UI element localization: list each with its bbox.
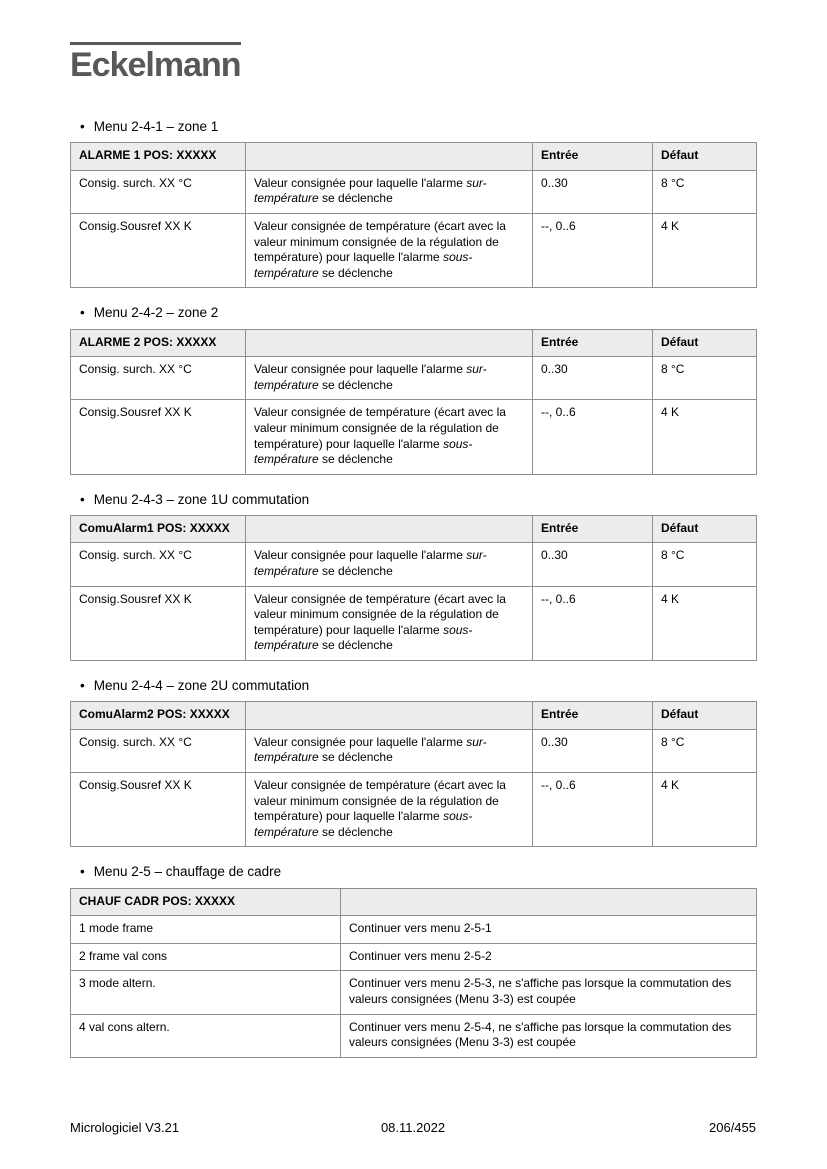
empty-header-cell xyxy=(341,888,757,916)
desc-italic: sur-température xyxy=(254,362,487,392)
desc-text: se déclenche xyxy=(318,638,393,653)
param-name-cell: Consig.Sousref XX K xyxy=(71,400,246,474)
param-name-cell: Consig.Sousref XX K xyxy=(71,213,246,287)
desc-text: se déclenche xyxy=(318,824,393,839)
empty-header-cell xyxy=(246,143,533,171)
empty-header-cell xyxy=(246,515,533,543)
table-row xyxy=(71,943,757,971)
param-desc-cell xyxy=(246,773,533,847)
desc-text: se déclenche xyxy=(318,564,393,579)
param-name-cell: Consig. surch. XX °C xyxy=(71,357,246,400)
menu-desc-cell: Continuer vers menu 2-5-3, ne s'affiche pas lorsque la commutation des valeurs consignées (Menu 3-3) est coupée xyxy=(341,971,757,1014)
desc-text: Valeur consignée pour laquelle l'alarme xyxy=(254,734,467,749)
desc-italic: sur-température xyxy=(254,734,487,765)
footer-page-number: 206/455 xyxy=(709,1120,756,1135)
defaut-cell: 4 K xyxy=(653,213,757,287)
logo-line xyxy=(70,42,241,45)
menu-desc-cell: Continuer vers menu 2-5-4, ne s'affiche pas lorsque la commutation des valeurs consignées (Menu 3-3) est coupée xyxy=(341,1014,757,1057)
desc-text: se déclenche xyxy=(318,377,393,392)
defaut-header-cell: Défaut xyxy=(653,329,757,357)
alarm-table-2 xyxy=(70,329,757,475)
desc-text: se déclenche xyxy=(318,452,393,467)
section-menu-2-4-3 xyxy=(70,492,756,661)
entree-header-cell: Entrée xyxy=(533,329,653,357)
footer-firmware-version: Micrologiciel V3.21 xyxy=(70,1120,180,1135)
table-row xyxy=(71,543,757,586)
entree-header-cell: Entrée xyxy=(533,702,653,730)
desc-text: Valeur consignée de température (écart avec la valeur minimum consignée de la régulation de température) pour laquelle l'alarme xyxy=(254,405,506,451)
entree-cell: 0..30 xyxy=(533,729,653,772)
table-row xyxy=(71,357,757,400)
entree-cell: --, 0..6 xyxy=(533,773,653,847)
defaut-cell: 8 °C xyxy=(653,729,757,772)
desc-italic: sur-température xyxy=(254,548,487,579)
menu-desc-cell: Continuer vers menu 2-5-1 xyxy=(341,916,757,944)
menu-2-5-table xyxy=(70,888,757,1058)
table-header-row xyxy=(71,329,757,357)
table-header-row xyxy=(71,888,757,916)
logo-text: Eckelmann xyxy=(70,46,241,84)
empty-header-cell xyxy=(246,702,533,730)
section-menu-2-4-2 xyxy=(70,305,756,474)
desc-italic: sur-température xyxy=(254,175,487,206)
table-title-cell: ALARME 1 POS: XXXXX xyxy=(71,143,246,171)
defaut-cell: 4 K xyxy=(653,400,757,474)
desc-text: Valeur consignée pour laquelle l'alarme xyxy=(254,362,467,377)
table-header-row xyxy=(71,515,757,543)
entree-cell: --, 0..6 xyxy=(533,586,653,660)
footer-date: 08.11.2022 xyxy=(380,1120,446,1135)
table-title-cell: CHAUF CADR POS: XXXXX xyxy=(71,888,341,916)
section-title: • Menu 2-4-1 – zone 1 xyxy=(80,119,756,135)
menu-item-cell: 1 mode frame xyxy=(71,916,341,944)
defaut-header-cell: Défaut xyxy=(653,143,757,171)
table-title-cell: ComuAlarm1 POS: XXXXX xyxy=(71,515,246,543)
desc-text: se déclenche xyxy=(318,750,393,765)
section-menu-2-5 xyxy=(70,864,756,1057)
desc-text: se déclenche xyxy=(318,265,393,280)
page-content xyxy=(70,42,756,1058)
table-row xyxy=(71,773,757,847)
param-desc-cell xyxy=(246,543,533,586)
table-title-cell: ComuAlarm2 POS: XXXXX xyxy=(71,702,246,730)
section-title: • Menu 2-4-4 – zone 2U commutation xyxy=(80,678,756,694)
param-desc-cell xyxy=(246,213,533,287)
table-row xyxy=(71,586,757,660)
table-row xyxy=(71,971,757,1014)
defaut-cell: 8 °C xyxy=(653,170,757,213)
section-title: • Menu 2-5 – chauffage de cadre xyxy=(80,864,756,880)
section-menu-2-4-4 xyxy=(70,678,756,847)
table-row xyxy=(71,729,757,772)
section-menu-2-4-1 xyxy=(70,119,756,288)
section-title: • Menu 2-4-3 – zone 1U commutation xyxy=(80,492,756,508)
desc-text: Valeur consignée pour laquelle l'alarme xyxy=(254,175,467,190)
defaut-cell: 8 °C xyxy=(653,543,757,586)
desc-text: Valeur consignée de température (écart avec la valeur minimum consignée de la régulation de température) pour laquelle l'alarme xyxy=(254,591,506,637)
menu-item-cell: 3 mode altern. xyxy=(71,971,341,1014)
entree-cell: 0..30 xyxy=(533,543,653,586)
param-desc-cell xyxy=(246,729,533,772)
desc-text: Valeur consignée pour laquelle l'alarme xyxy=(254,548,467,563)
desc-italic: sous-température xyxy=(254,809,473,839)
defaut-cell: 4 K xyxy=(653,773,757,847)
menu-item-cell: 4 val cons altern. xyxy=(71,1014,341,1057)
defaut-cell: 8 °C xyxy=(653,357,757,400)
defaut-cell: 4 K xyxy=(653,586,757,660)
table-row xyxy=(71,1014,757,1057)
desc-italic: sous-température xyxy=(254,622,473,653)
desc-italic: sous-température xyxy=(254,436,473,467)
table-header-row xyxy=(71,702,757,730)
entree-cell: 0..30 xyxy=(533,357,653,400)
param-desc-cell xyxy=(246,400,533,474)
eckelmann-logo xyxy=(70,42,241,82)
entree-header-cell: Entrée xyxy=(533,143,653,171)
alarm-table-1 xyxy=(70,142,757,288)
param-name-cell: Consig. surch. XX °C xyxy=(71,729,246,772)
empty-header-cell xyxy=(246,329,533,357)
param-name-cell: Consig.Sousref XX K xyxy=(71,586,246,660)
param-name-cell: Consig. surch. XX °C xyxy=(71,170,246,213)
table-row xyxy=(71,170,757,213)
param-desc-cell xyxy=(246,357,533,400)
desc-text: Valeur consignée de température (écart avec la valeur minimum consignée de la régulation de température) pour laquelle l'alarme xyxy=(254,218,506,265)
param-desc-cell xyxy=(246,170,533,213)
table-row xyxy=(71,213,757,287)
desc-italic: sous-température xyxy=(254,250,473,280)
alarm-table-4 xyxy=(70,701,757,847)
param-desc-cell xyxy=(246,586,533,660)
table-row xyxy=(71,916,757,944)
desc-text: se déclenche xyxy=(318,191,393,206)
menu-item-cell: 2 frame val cons xyxy=(71,943,341,971)
entree-header-cell: Entrée xyxy=(533,515,653,543)
defaut-header-cell: Défaut xyxy=(653,702,757,730)
param-name-cell: Consig. surch. XX °C xyxy=(71,543,246,586)
entree-cell: --, 0..6 xyxy=(533,213,653,287)
table-row xyxy=(71,400,757,474)
section-title: • Menu 2-4-2 – zone 2 xyxy=(80,305,756,321)
entree-cell: --, 0..6 xyxy=(533,400,653,474)
table-title-cell: ALARME 2 POS: XXXXX xyxy=(71,329,246,357)
defaut-header-cell: Défaut xyxy=(653,515,757,543)
desc-text: Valeur consignée de température (écart avec la valeur minimum consignée de la régulation de température) pour laquelle l'alarme xyxy=(254,778,506,824)
table-header-row xyxy=(71,143,757,171)
alarm-table-3 xyxy=(70,515,757,661)
param-name-cell: Consig.Sousref XX K xyxy=(71,773,246,847)
entree-cell: 0..30 xyxy=(533,170,653,213)
menu-desc-cell: Continuer vers menu 2-5-2 xyxy=(341,943,757,971)
